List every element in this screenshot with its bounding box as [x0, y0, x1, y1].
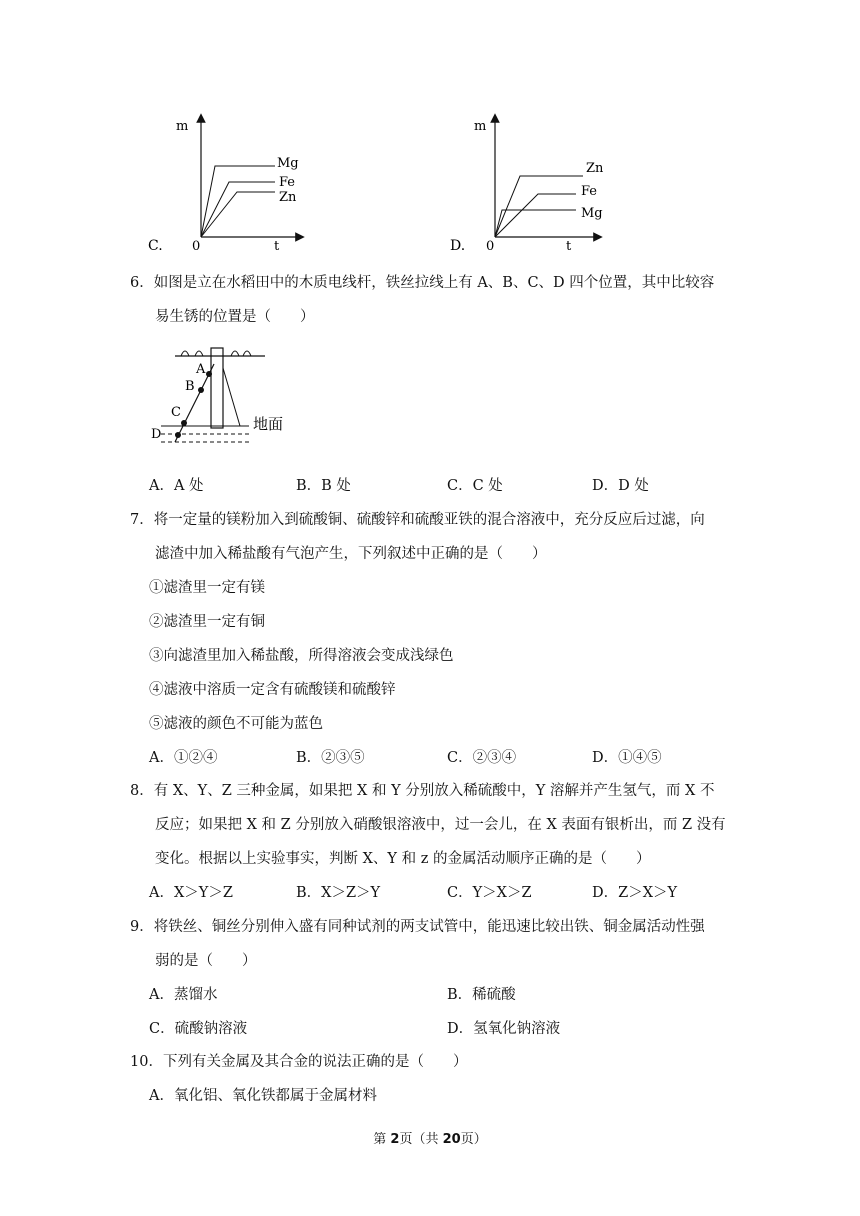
- footer-middle: 页（共: [399, 1132, 443, 1147]
- question-7-line-2: 滤渣中加入稀盐酸有气泡产生，下列叙述中正确的是（ ）: [155, 546, 547, 562]
- series-label-fe: Fe: [581, 184, 598, 199]
- pole: [211, 348, 223, 428]
- graph-d: [438, 110, 608, 260]
- footer-prefix: 第: [373, 1132, 391, 1147]
- q7-option-a: A．①②④: [149, 750, 218, 766]
- q7-option-c: C．②③④: [447, 750, 517, 766]
- footer-suffix: 页）: [460, 1132, 487, 1147]
- q9-option-c: C．硫酸钠溶液: [149, 1021, 248, 1037]
- series-label-zn: Zn: [279, 190, 297, 205]
- ground-label: 地面: [253, 415, 284, 433]
- footer-total-pages: 20: [442, 1132, 461, 1147]
- option-label-d: D.: [450, 238, 466, 254]
- y-axis-label: m: [176, 119, 189, 134]
- series-line-zn: [495, 176, 583, 237]
- origin-label: 0: [486, 239, 495, 254]
- page-footer: [0, 1128, 860, 1147]
- question-6-line-1: 6．如图是立在水稻田中的木质电线杆，铁丝拉线上有 A、B、C、D 四个位置，其中比较容: [130, 275, 715, 291]
- question-8-line-1: 8．有 X、Y、Z 三种金属，如果把 X 和 Y 分别放入稀硫酸中，Y 溶解并产生氢气，而 X 不: [130, 783, 715, 799]
- q10-option-a: A．氧化铝、氧化铁都属于金属材料: [149, 1088, 377, 1104]
- option-label-c: C.: [148, 238, 163, 254]
- series-label-mg: Mg: [581, 206, 603, 221]
- brace: [223, 368, 240, 426]
- point-a: [206, 371, 212, 377]
- q6-option-d: D．D 处: [592, 478, 649, 494]
- point-d: [175, 432, 181, 438]
- q7-statement-4: ④滤液中溶质一定含有硫酸镁和硫酸锌: [149, 682, 396, 698]
- question-9-line-1: 9．将铁丝、铜丝分别伸入盛有同种试剂的两支试管中，能迅速比较出铁、铜金属活动性强: [130, 919, 705, 935]
- q8-option-c: C．Y＞X＞Z: [447, 885, 532, 901]
- insulators: [181, 351, 251, 356]
- question-6-line-2: 易生锈的位置是（ ）: [155, 309, 315, 325]
- q6-option-b: B．B 处: [296, 478, 351, 494]
- question-7-line-1: 7．将一定量的镁粉加入到硫酸铜、硫酸锌和硫酸亚铁的混合溶液中，充分反应后过滤，向: [130, 512, 705, 528]
- q7-statement-3: ③向滤渣里加入稀盐酸，所得溶液会变成浅绿色: [149, 648, 454, 664]
- q9-option-a: A．蒸馏水: [149, 987, 218, 1003]
- series-line-mg: [201, 166, 275, 237]
- label-b: B: [185, 379, 195, 394]
- series-label-mg: Mg: [277, 156, 299, 171]
- graph-c: [140, 110, 310, 260]
- footer-page-number: 2: [390, 1132, 400, 1147]
- series-line-fe: [201, 182, 275, 237]
- q6-option-c: C．C 处: [447, 478, 503, 494]
- label-a: A: [196, 362, 206, 377]
- q8-option-d: D．Z＞X＞Y: [592, 885, 678, 901]
- q8-option-b: B．X＞Z＞Y: [296, 885, 381, 901]
- q6-option-a: A．A 处: [149, 478, 204, 494]
- q7-statement-2: ②滤渣里一定有铜: [149, 614, 265, 630]
- label-c: C: [171, 405, 181, 420]
- q8-option-a: A．X＞Y＞Z: [149, 885, 233, 901]
- label-d: D: [151, 427, 162, 442]
- series-label-zn: Zn: [586, 161, 604, 176]
- q9-option-b: B．稀硫酸: [447, 987, 516, 1003]
- question-9-line-2: 弱的是（ ）: [155, 953, 257, 969]
- telegraph-pole-figure: [145, 338, 305, 450]
- series-line-fe: [495, 194, 576, 237]
- q9-option-d: D．氢氧化钠溶液: [447, 1021, 561, 1037]
- q7-option-b: B．②③⑤: [296, 750, 365, 766]
- q7-option-d: D．①④⑤: [592, 750, 662, 766]
- point-c: [181, 420, 187, 426]
- q7-statement-5: ⑤滤液的颜色不可能为蓝色: [149, 716, 323, 732]
- x-axis-label: t: [566, 239, 572, 254]
- question-8-line-2: 反应；如果把 X 和 Z 分别放入硝酸银溶液中，过一会儿，在 X 表面有银析出，而 Z 没有: [155, 817, 726, 833]
- series-line-mg: [495, 210, 576, 237]
- question-8-line-3: 变化。根据以上实验事实，判断 X、Y 和 z 的金属活动顺序正确的是（ ）: [155, 851, 651, 867]
- y-axis-label: m: [474, 119, 487, 134]
- q7-statement-1: ①滤渣里一定有镁: [149, 580, 265, 596]
- x-axis-label: t: [274, 239, 280, 254]
- point-b: [198, 387, 204, 393]
- origin-label: 0: [192, 239, 201, 254]
- question-10-line-1: 10．下列有关金属及其合金的说法正确的是（ ）: [130, 1054, 468, 1070]
- series-label-fe: Fe: [279, 175, 296, 190]
